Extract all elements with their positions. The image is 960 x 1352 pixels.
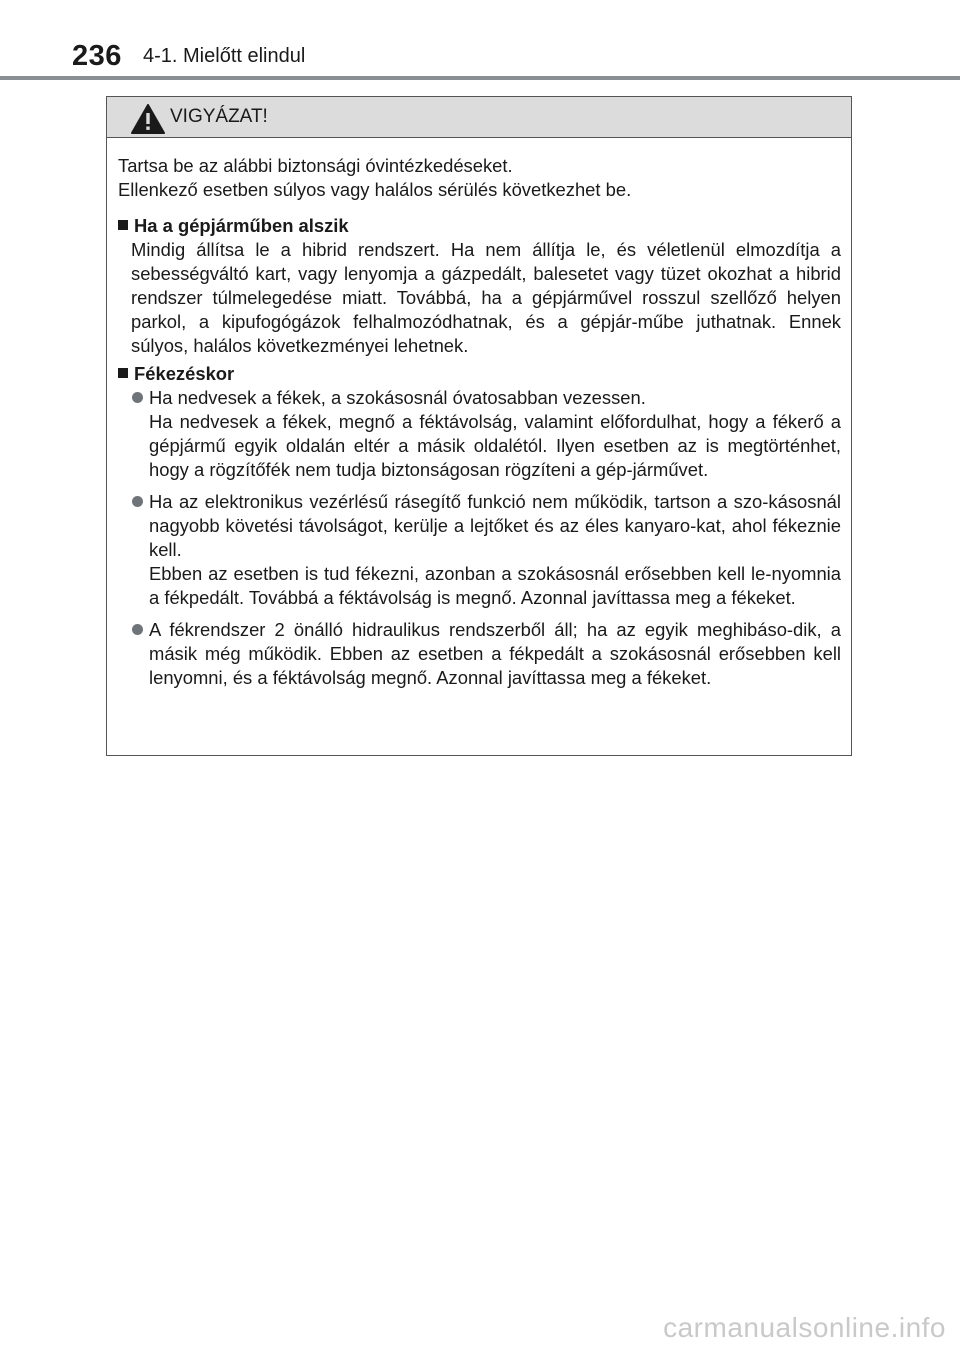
bullet-line: A fékrendszer 2 önálló hidraulikus rendszerből áll; ha az egyik meghibáso-dik, a másik még működik. Ebben az esetben a fékpedált a szokásosnál erősebben kell lenyomni, és a féktávolság megnő. Azonnal javíttassa meg a fékeket. <box>149 619 841 688</box>
bullet-line: Ebben az esetben is tud fékezni, azonban a szokásosnál erősebben kell le-nyomnia a fékpedált. Továbbá a féktávolság is megnő. Azonnal javíttassa meg a fékeket. <box>149 563 841 608</box>
list-item <box>118 386 841 482</box>
list-item <box>118 490 841 610</box>
circle-bullet-icon <box>132 624 143 635</box>
square-bullet-icon <box>118 368 128 378</box>
bullet-line: Ha az elektronikus vezérlésű rásegítő funkció nem működik, tartson a szo-kásosnál nagyobb követési távolságot, kerülje a lejtőket és az éles kanyaro-kat, ahol fékeznie kell. <box>149 491 841 560</box>
bullet-line: Ha nedvesek a fékek, megnő a féktávolság, valamint előfordulhat, hogy a fékerő a gépjármű egyik oldalán eltér a másik oldalétól. Ilyen esetben az is megtörténhet, hogy a rögzítőfék nem tudja biztonságosan rögzíteni a gép-járművet. <box>149 411 841 480</box>
page-number: 236 <box>72 40 122 72</box>
circle-bullet-icon <box>132 496 143 507</box>
warning-box <box>106 96 852 756</box>
circle-bullet-icon <box>132 392 143 403</box>
watermark: carmanualsonline.info <box>663 1312 946 1343</box>
section-title: 4-1. Mielőtt elindul <box>143 45 306 67</box>
warning-triangle-icon <box>131 104 165 134</box>
header-divider <box>0 76 960 80</box>
section-heading: Ha a gépjárműben alszik <box>134 215 349 236</box>
intro-line: Tartsa be az alábbi biztonsági óvintézkedéseket. <box>118 155 513 176</box>
list-item <box>118 618 841 690</box>
warning-content <box>107 138 851 690</box>
bullet-line: Ha nedvesek a fékek, a szokásosnál óvatosabban vezessen. <box>149 387 646 408</box>
section-heading: Fékezéskor <box>134 363 235 384</box>
intro-line: Ellenkező esetben súlyos vagy halálos sérülés következhet be. <box>118 179 632 200</box>
warning-title: VIGYÁZAT! <box>170 106 268 127</box>
warning-header <box>107 97 851 138</box>
intro-text <box>118 154 841 202</box>
square-bullet-icon <box>118 220 128 230</box>
section-braking <box>118 362 841 690</box>
section-body: Mindig állítsa le a hibrid rendszert. Ha nem állítja le, és véletlenül elmozdítja a sebességváltó kart, vagy lenyomja a gázpedált, balesetet vagy tüzet okozhat a hibrid rendszer túlmelegedése miatt. Továbbá, ha a gépjárművel rosszul szellőző helyen parkol, a kipufogógázok felhalmozódhatnak, és a gépjár-műbe juthatnak. Ennek súlyos, halálos következményei lehetnek. <box>131 239 841 356</box>
section-sleeping <box>118 214 841 358</box>
